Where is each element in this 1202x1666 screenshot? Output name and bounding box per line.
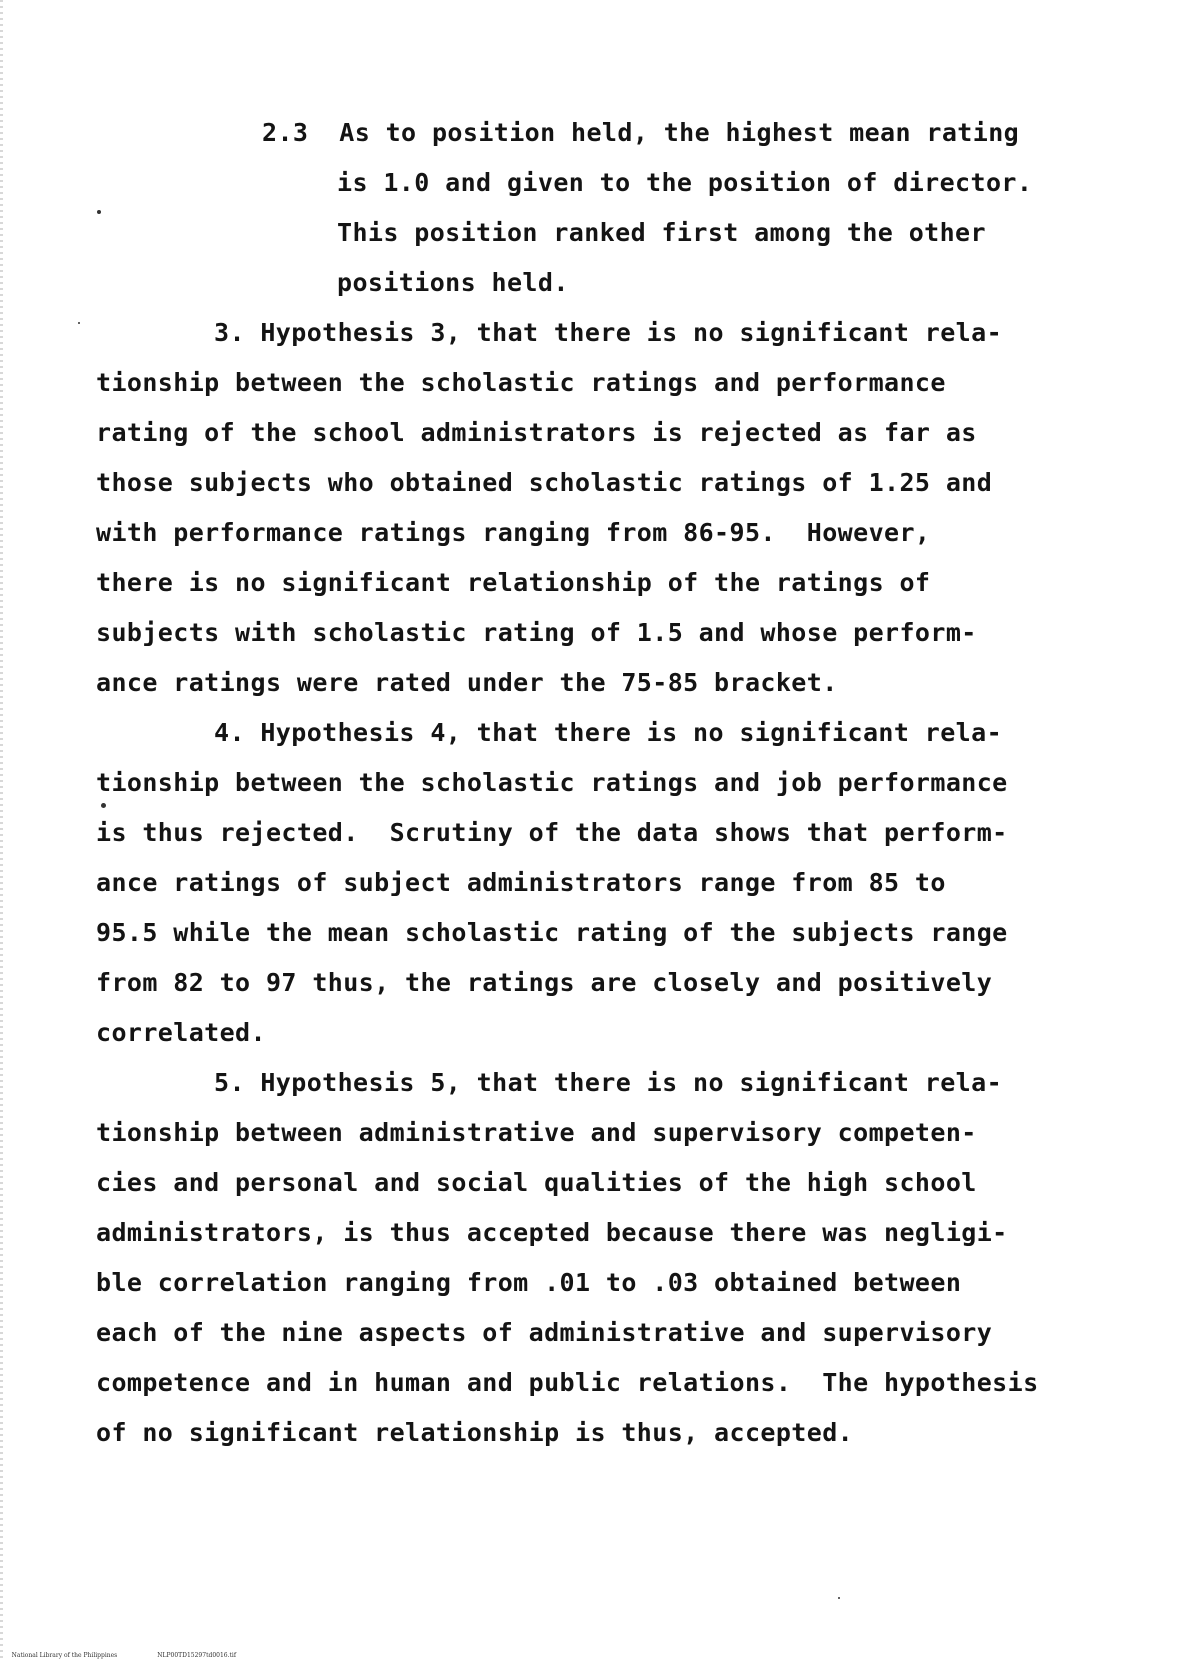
scan-speck bbox=[78, 322, 80, 324]
text-line: 4. Hypothesis 4, that there is no significant rela- bbox=[214, 718, 1003, 747]
text-line: 5. Hypothesis 5, that there is no significant rela- bbox=[214, 1068, 1003, 1097]
text-line: of no significant relationship is thus, accepted. bbox=[96, 1418, 854, 1447]
text-line: ance ratings were rated under the 75-85 bracket. bbox=[96, 668, 838, 697]
text-line: 3. Hypothesis 3, that there is no significant rela- bbox=[214, 318, 1003, 347]
text-line: administrators, is thus accepted because there was negligi- bbox=[96, 1218, 1008, 1247]
text-line: subjects with scholastic rating of 1.5 and whose perform- bbox=[96, 618, 977, 647]
text-line: 95.5 while the mean scholastic rating of the subjects range bbox=[96, 918, 1008, 947]
text-line: 2.3 As to position held, the highest mean rating bbox=[262, 118, 1020, 147]
text-line: ble correlation ranging from .01 to .03 obtained between bbox=[96, 1268, 962, 1297]
text-line: cies and personal and social qualities of the high school bbox=[96, 1168, 977, 1197]
text-line: those subjects who obtained scholastic ratings of 1.25 and bbox=[96, 468, 993, 497]
text-line: is 1.0 and given to the position of director. bbox=[337, 168, 1033, 197]
footer-file: NLP00TD15297td0016.tif bbox=[157, 1652, 237, 1659]
scan-footer bbox=[4, 1645, 236, 1666]
scan-speck bbox=[97, 210, 101, 214]
text-line: ance ratings of subject administrators range from 85 to bbox=[96, 868, 946, 897]
text-line: correlated. bbox=[96, 1018, 266, 1047]
text-line: with performance ratings ranging from 86-95. However, bbox=[96, 518, 931, 547]
text-line: positions held. bbox=[337, 268, 569, 297]
text-line: tionship between the scholastic ratings and performance bbox=[96, 368, 946, 397]
text-line: tionship between the scholastic ratings and job performance bbox=[96, 768, 1008, 797]
scan-speck bbox=[838, 1597, 840, 1599]
scan-speck bbox=[101, 803, 106, 808]
footer-library: National Library of the Philippines bbox=[11, 1652, 118, 1659]
text-line: competence and in human and public relations. The hypothesis bbox=[96, 1368, 1039, 1397]
text-line: from 82 to 97 thus, the ratings are closely and positively bbox=[96, 968, 993, 997]
text-line: rating of the school administrators is rejected as far as bbox=[96, 418, 977, 447]
text-line: each of the nine aspects of administrative and supervisory bbox=[96, 1318, 993, 1347]
scan-edge bbox=[0, 0, 3, 1658]
text-line: is thus rejected. Scrutiny of the data shows that perform- bbox=[96, 818, 1008, 847]
text-line: there is no significant relationship of the ratings of bbox=[96, 568, 931, 597]
text-line: tionship between administrative and supervisory competen- bbox=[96, 1118, 977, 1147]
text-line: This position ranked first among the other bbox=[337, 218, 986, 247]
